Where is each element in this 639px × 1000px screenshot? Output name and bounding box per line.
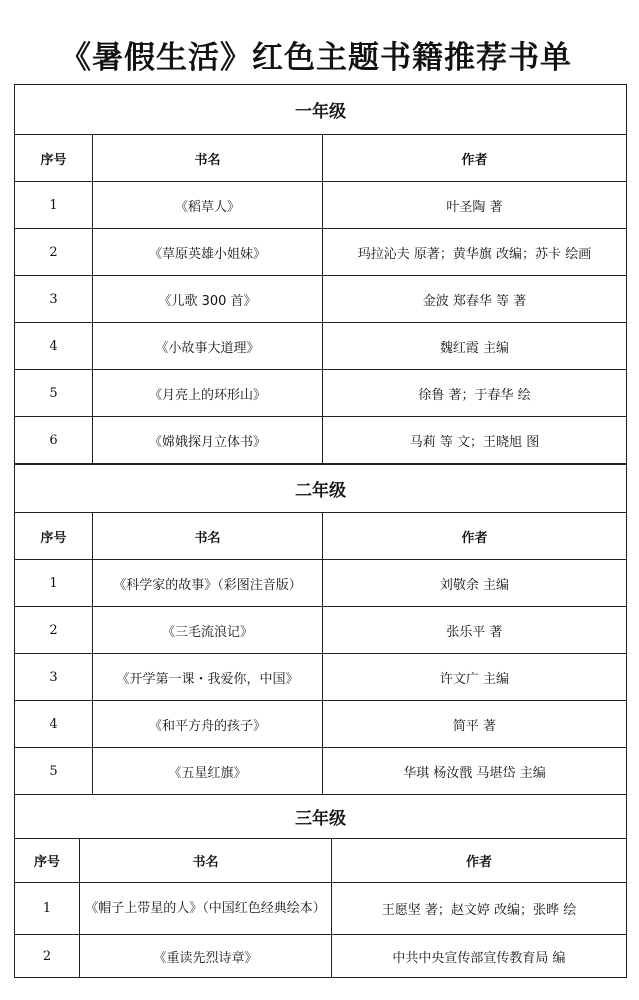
- row-num: 2: [15, 607, 93, 654]
- book-title: 《开学第一课・我爱你，中国》: [93, 654, 323, 701]
- table-row: [15, 323, 627, 370]
- grade-3-table: [14, 794, 627, 978]
- book-author: 中共中央宣传部宣传教育局 编: [332, 935, 627, 978]
- book-author: 简平 著: [323, 701, 627, 748]
- book-title: 《小故事大道理》: [93, 323, 323, 370]
- row-num: 4: [15, 701, 93, 748]
- book-author: 叶圣陶 著: [323, 182, 627, 229]
- row-num: 1: [15, 883, 80, 935]
- book-author: 华琪 杨汝戬 马堪岱 主编: [323, 748, 627, 795]
- header-num: 序号: [15, 135, 93, 182]
- grade-heading: 三年级: [15, 795, 627, 839]
- book-title: 《五星红旗》: [93, 748, 323, 795]
- book-author: 张乐平 著: [323, 607, 627, 654]
- grade-heading: 二年级: [15, 465, 627, 513]
- table-row: [15, 748, 627, 795]
- book-author: 徐鲁 著；于春华 绘: [323, 370, 627, 417]
- book-author: 魏红霞 主编: [323, 323, 627, 370]
- row-num: 2: [15, 935, 80, 978]
- header-author: 作者: [332, 839, 627, 883]
- header-num: 序号: [15, 839, 80, 883]
- book-title: 《帽子上带星的人》（中国红色经典绘本）: [80, 883, 332, 935]
- table-row: [15, 654, 627, 701]
- header-author: 作者: [323, 513, 627, 560]
- header-author: 作者: [323, 135, 627, 182]
- header-book: 书名: [80, 839, 332, 883]
- header-book: 书名: [93, 135, 323, 182]
- book-title: 《和平方舟的孩子》: [93, 701, 323, 748]
- row-num: 1: [15, 182, 93, 229]
- book-author: 玛拉沁夫 原著；黄华旗 改编；苏卡 绘画: [323, 229, 627, 276]
- row-num: 2: [15, 229, 93, 276]
- table-row: [15, 560, 627, 607]
- book-author: 马莉 等 文；王晓旭 图: [323, 417, 627, 464]
- book-title: 《儿歌 300 首》: [93, 276, 323, 323]
- row-num: 6: [15, 417, 93, 464]
- table-row: [15, 701, 627, 748]
- book-author: 许文广 主编: [323, 654, 627, 701]
- book-title: 《科学家的故事》（彩图注音版）: [93, 560, 323, 607]
- table-row: [15, 883, 627, 935]
- book-title: 《草原英雄小姐妹》: [93, 229, 323, 276]
- table-row: [15, 370, 627, 417]
- table-row: [15, 417, 627, 464]
- table-row: [15, 935, 627, 978]
- page-title: 《暑假生活》红色主题书籍推荐书单: [60, 40, 572, 76]
- row-num: 5: [15, 748, 93, 795]
- header-book: 书名: [93, 513, 323, 560]
- table-row: [15, 276, 627, 323]
- book-author: 金波 郑春华 等 著: [323, 276, 627, 323]
- header-num: 序号: [15, 513, 93, 560]
- grade-2-table: [14, 464, 627, 795]
- row-num: 3: [15, 654, 93, 701]
- row-num: 1: [15, 560, 93, 607]
- book-author: 刘敬余 主编: [323, 560, 627, 607]
- book-title: 《月亮上的环形山》: [93, 370, 323, 417]
- table-row: [15, 229, 627, 276]
- book-title: 《嫦娥探月立体书》: [93, 417, 323, 464]
- table-row: [15, 182, 627, 229]
- grade-heading: 一年级: [15, 85, 627, 135]
- book-author: 王愿坚 著；赵文婷 改编；张晔 绘: [332, 883, 627, 935]
- grade-1-table: [14, 84, 627, 464]
- row-num: 5: [15, 370, 93, 417]
- table-row: [15, 607, 627, 654]
- row-num: 3: [15, 276, 93, 323]
- book-title: 《重读先烈诗章》: [80, 935, 332, 978]
- book-title: 《稻草人》: [93, 182, 323, 229]
- book-title: 《三毛流浪记》: [93, 607, 323, 654]
- row-num: 4: [15, 323, 93, 370]
